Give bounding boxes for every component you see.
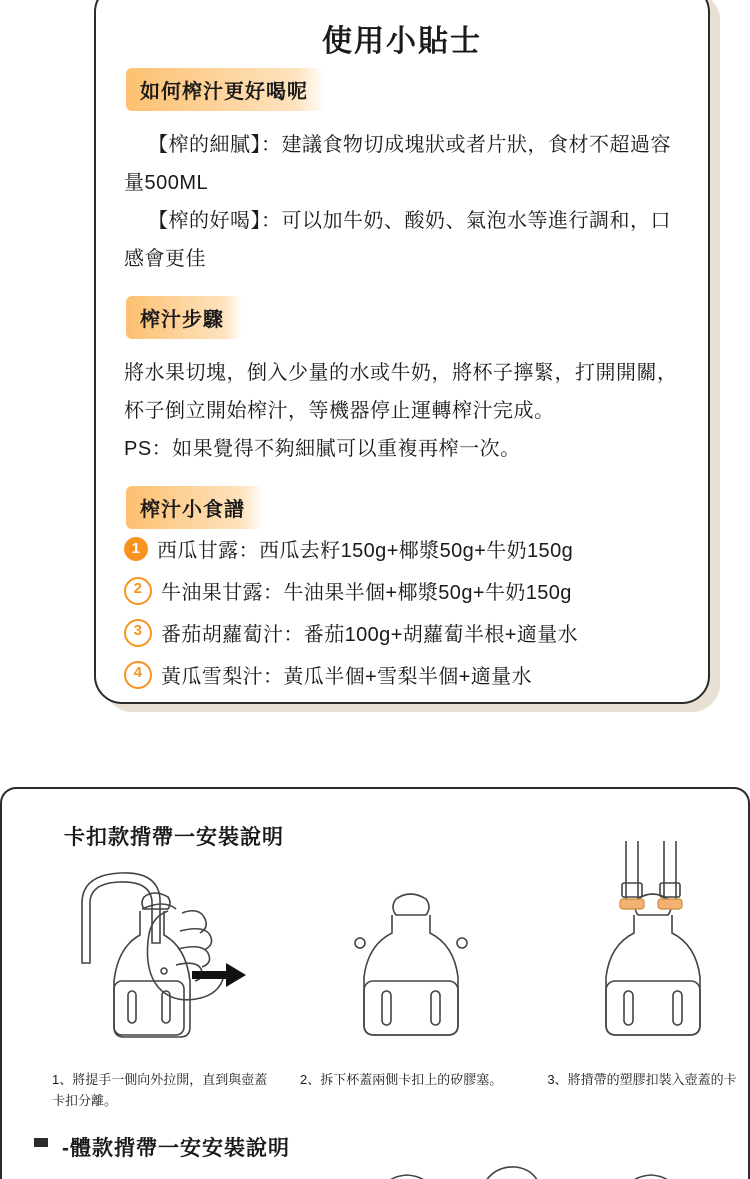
caption-step-2: 2、拆下杯蓋兩側卡扣上的矽膠塞。 <box>300 1072 503 1087</box>
recipe-list <box>124 534 704 702</box>
number-badge-icon: 2 <box>124 577 152 605</box>
bottle-strap-illustration <box>580 841 730 1051</box>
bottle-partial-illustration <box>372 1169 442 1179</box>
tips-card <box>94 0 710 704</box>
strap-partial-illustration <box>472 1161 552 1179</box>
recipe-text: 牛油果甘露：牛油果半個+椰漿50g+牛奶150g <box>161 582 572 604</box>
section-label-juice-better <box>126 68 326 111</box>
caption-step-3: 3、將揹帶的塑膠扣裝入壺蓋的卡 <box>547 1072 737 1087</box>
section-label-text: 如何榨汁更好喝呢 <box>126 68 326 111</box>
section-label-text: 榨汁小食譜 <box>126 486 263 529</box>
bottle-hand-illustration <box>64 851 264 1051</box>
bottle-partial-illustration-2 <box>616 1169 686 1179</box>
figure-partial-a <box>372 1169 442 1179</box>
paragraph-steps: 將水果切塊，倒入少量的水或牛奶，將杯子擰緊，打開開關，杯子倒立開始榨汁，等機器停止運轉榨汁完成。 <box>124 362 678 422</box>
strap-heading-clip: 卡扣款揹帶一安裝說明 <box>64 826 284 849</box>
page-title: 使用小貼士 <box>322 25 482 58</box>
figure-partial-c <box>616 1169 686 1179</box>
recipe-text: 黃瓜雪梨汁：黃瓜半個+雪梨半個+適量水 <box>161 666 532 688</box>
recipe-text: 西瓜甘露：西瓜去籽150g+椰漿50g+牛奶150g <box>157 540 574 562</box>
strap-instruction-card <box>0 787 750 1179</box>
number-badge-icon: 4 <box>124 661 152 689</box>
figure-step-1 <box>64 851 264 1056</box>
paragraph-good-taste: 【榨的好喝】：可以加牛奶、酸奶、氣泡水等進行調和，口感會更佳 <box>124 210 671 270</box>
list-item <box>124 534 704 563</box>
figure-step-2 <box>338 881 488 1056</box>
strap-heading-integrated: -體款揹帶一安安裝說明 <box>62 1137 290 1160</box>
number-badge-icon: 3 <box>124 619 152 647</box>
paragraph-fine-texture: 【榨的細膩】：建議食物切成塊狀或者片狀，食材不超過容量500ML <box>124 134 671 194</box>
caption-step-1: 1、將提手一側向外拉開，直到與壺蓋卡扣分離。 <box>52 1072 268 1108</box>
dash-marker-icon <box>34 1138 48 1147</box>
list-item <box>124 576 704 605</box>
recipe-text: 番茄胡蘿蔔汁：番茄100g+胡蘿蔔半根+適量水 <box>161 624 579 646</box>
paragraph-steps-note: PS：如果覺得不夠細膩可以重複再榨一次。 <box>124 438 521 460</box>
figure-partial-b <box>472 1161 552 1179</box>
bottle-illustration <box>338 881 488 1051</box>
section-label-recipes <box>126 486 263 529</box>
section-label-juice-steps <box>126 296 242 339</box>
list-item <box>124 618 704 647</box>
figure-step-3 <box>580 841 730 1056</box>
section-label-text: 榨汁步驟 <box>126 296 242 339</box>
list-item <box>124 660 704 689</box>
number-badge-icon: 1 <box>124 537 148 561</box>
